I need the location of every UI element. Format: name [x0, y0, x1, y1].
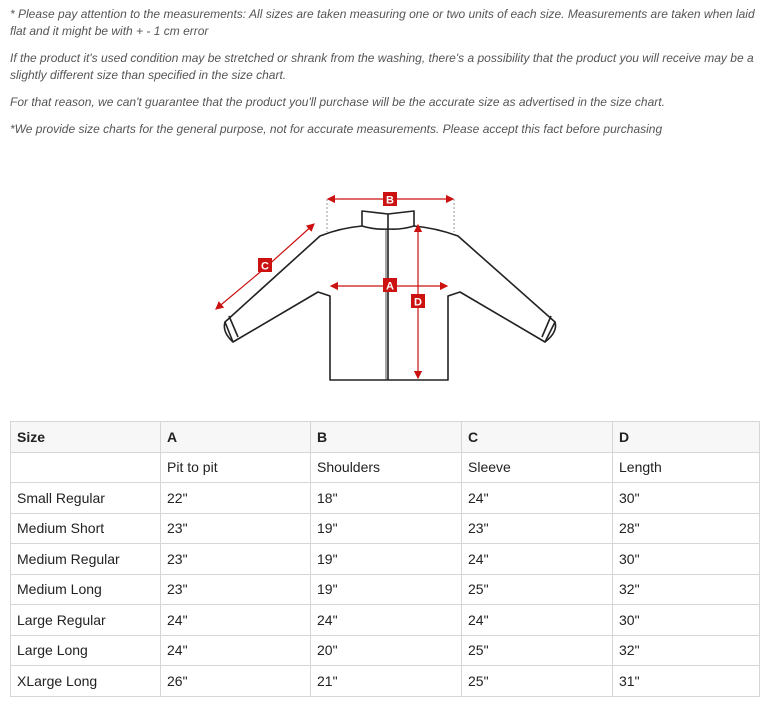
sleeve-cell: 25" [462, 666, 613, 697]
note-general-purpose: *We provide size charts for the general purpose, not for accurate measurements. Please accept this fact before purchasing [10, 122, 663, 136]
header-c: C [462, 422, 613, 453]
header-size: Size [11, 422, 161, 453]
length-cell: 32" [613, 635, 760, 666]
table-row [11, 544, 760, 575]
header-a: A [161, 422, 311, 453]
shoulders-cell: 19" [311, 574, 462, 605]
table-row [11, 605, 760, 636]
length-cell: 31" [613, 666, 760, 697]
subheader-shoulders: Shoulders [311, 452, 462, 483]
length-cell: 32" [613, 574, 760, 605]
header-b: B [311, 422, 462, 453]
label-a: A [386, 280, 394, 293]
length-cell: 28" [613, 513, 760, 544]
subheader-size [11, 452, 161, 483]
table-row [11, 574, 760, 605]
table-row [11, 483, 760, 514]
table-row [11, 513, 760, 544]
shoulders-cell: 20" [311, 635, 462, 666]
pit-to-pit-cell: 22" [161, 483, 311, 514]
shoulders-cell: 21" [311, 666, 462, 697]
label-b: B [386, 194, 394, 207]
pit-to-pit-cell: 23" [161, 574, 311, 605]
size-cell: Medium Short [11, 513, 161, 544]
size-chart-table [10, 421, 760, 697]
pit-to-pit-cell: 26" [161, 666, 311, 697]
length-cell: 30" [613, 605, 760, 636]
length-cell: 30" [613, 544, 760, 575]
pit-to-pit-cell: 24" [161, 605, 311, 636]
shoulders-cell: 24" [311, 605, 462, 636]
pit-to-pit-cell: 23" [161, 544, 311, 575]
shoulders-cell: 19" [311, 513, 462, 544]
size-cell: Medium Long [11, 574, 161, 605]
measurement-notes [10, 6, 762, 148]
jacket-outline [224, 211, 555, 380]
jacket-measurement-diagram [205, 185, 570, 390]
shoulders-cell: 19" [311, 544, 462, 575]
label-d: D [414, 296, 422, 309]
pit-to-pit-cell: 24" [161, 635, 311, 666]
note-used-condition: If the product it's used condition may be stretched or shrank from the washing, there's a possibility that the product you will receive may be a slightly different size than specified in the size chart. [10, 51, 754, 82]
header-d: D [613, 422, 760, 453]
sleeve-cell: 24" [462, 544, 613, 575]
pit-to-pit-cell: 23" [161, 513, 311, 544]
sleeve-cell: 24" [462, 483, 613, 514]
size-cell: Small Regular [11, 483, 161, 514]
table-header-row [11, 422, 760, 453]
note-measurement-method: * Please pay attention to the measurements: All sizes are taken measuring one or two units of each size. Measurements are taken when laid flat and it might be with + - 1 cm error [10, 7, 755, 38]
size-cell: XLarge Long [11, 666, 161, 697]
table-subheader-row [11, 452, 760, 483]
label-c: C [261, 260, 269, 273]
shoulders-cell: 18" [311, 483, 462, 514]
sleeve-cell: 23" [462, 513, 613, 544]
sleeve-cell: 24" [462, 605, 613, 636]
sleeve-cell: 25" [462, 574, 613, 605]
sleeve-cell: 25" [462, 635, 613, 666]
arrow-c-up [265, 224, 314, 268]
table-row [11, 666, 760, 697]
table-row [11, 635, 760, 666]
note-accuracy-disclaimer: For that reason, we can't guarantee that the product you'll purchase will be the accurate size as advertised in the size chart. [10, 95, 665, 109]
size-cell: Large Long [11, 635, 161, 666]
subheader-sleeve: Sleeve [462, 452, 613, 483]
length-cell: 30" [613, 483, 760, 514]
arrow-c-down [216, 268, 265, 309]
measurement-arrows [216, 199, 453, 378]
subheader-pit-to-pit: Pit to pit [161, 452, 311, 483]
subheader-length: Length [613, 452, 760, 483]
size-cell: Large Regular [11, 605, 161, 636]
size-cell: Medium Regular [11, 544, 161, 575]
